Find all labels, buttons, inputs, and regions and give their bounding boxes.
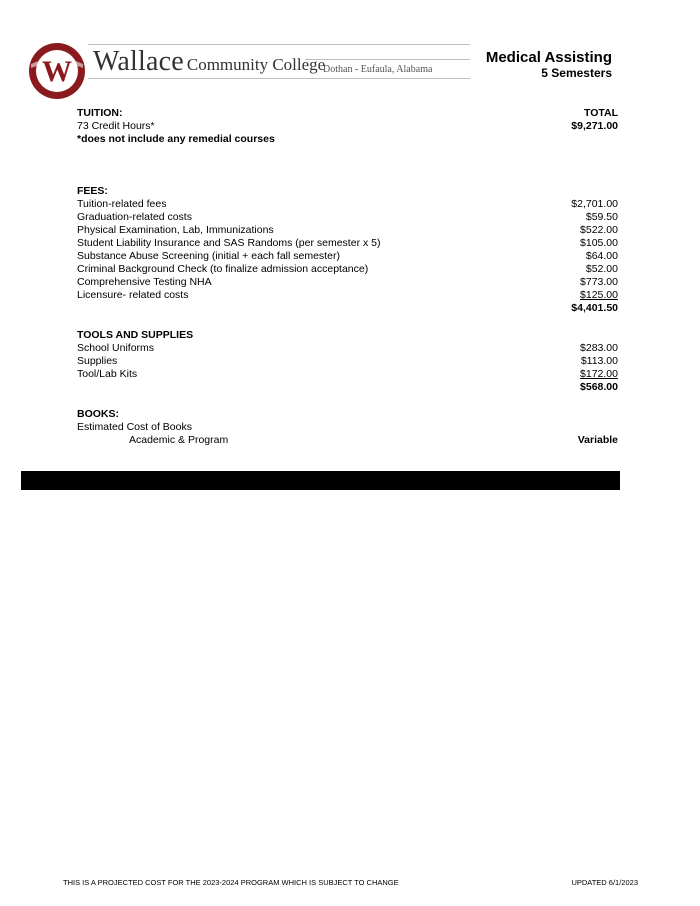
tuition-heading-row <box>77 107 618 120</box>
fee-amount: $52.00 <box>585 263 618 275</box>
books-heading: BOOKS: <box>77 408 119 420</box>
books-estimate-row <box>77 421 618 434</box>
program-title: Medical Assisting <box>485 49 612 66</box>
tools-subtotal-row <box>77 381 618 394</box>
tool-label: Tool/Lab Kits <box>77 368 138 380</box>
list-item <box>77 250 618 263</box>
fee-amount: $59.50 <box>585 211 618 223</box>
header-rule-middle <box>305 59 470 60</box>
tool-amount: $283.00 <box>580 342 618 354</box>
total-label: TOTAL <box>583 107 618 119</box>
list-item <box>77 289 618 302</box>
fees-heading-row <box>77 185 618 198</box>
footer-updated: UPDATED 6/1/2023 <box>571 878 638 887</box>
list-item <box>77 263 618 276</box>
tuition-note: *does not include any remedial courses <box>77 133 275 145</box>
page-header <box>0 0 700 105</box>
fees-subtotal: $4,401.50 <box>571 302 618 314</box>
tool-label: School Uniforms <box>77 342 155 354</box>
wordmark-main: Wallace <box>93 46 184 77</box>
fee-label: Graduation-related costs <box>77 211 192 223</box>
tuition-heading: TUITION: <box>77 107 123 119</box>
footer-disclaimer: THIS IS A PROJECTED COST FOR THE 2023-2024 PROGRAM WHICH IS SUBJECT TO CHANGE <box>63 878 399 887</box>
list-item <box>77 276 618 289</box>
credit-hours-amount: $9,271.00 <box>571 120 618 132</box>
tool-label: Supplies <box>77 355 118 367</box>
cost-breakdown <box>77 107 618 447</box>
fee-label: Criminal Background Check (to finalize admission acceptance) <box>77 263 369 275</box>
divider-bar <box>21 471 620 490</box>
fee-amount: $64.00 <box>585 250 618 262</box>
books-item-label: Academic & Program <box>129 434 229 446</box>
list-item <box>77 342 618 355</box>
fee-label: Comprehensive Testing NHA <box>77 276 212 288</box>
list-item <box>77 355 618 368</box>
college-wordmark <box>93 46 325 78</box>
fees-heading: FEES: <box>77 185 108 197</box>
list-item <box>77 211 618 224</box>
tool-amount: $172.00 <box>580 368 618 380</box>
fee-amount: $522.00 <box>580 224 618 236</box>
fee-label: Tuition-related fees <box>77 198 167 210</box>
books-item-row <box>77 434 618 447</box>
tools-subtotal: $568.00 <box>580 381 618 393</box>
fee-amount: $105.00 <box>580 237 618 249</box>
list-item <box>77 368 618 381</box>
tools-heading: TOOLS AND SUPPLIES <box>77 329 194 341</box>
tools-heading-row <box>77 329 618 342</box>
tool-amount: $113.00 <box>580 355 618 367</box>
fee-label: Substance Abuse Screening (initial + each fall semester) <box>77 250 340 262</box>
list-item <box>77 237 618 250</box>
credit-hours-row <box>77 120 618 133</box>
fee-amount: $2,701.00 <box>571 198 618 210</box>
college-location: Dothan - Eufaula, Alabama <box>323 64 433 75</box>
list-item <box>77 224 618 237</box>
fee-label: Student Liability Insurance and SAS Randoms (per semester x 5) <box>77 237 381 249</box>
fee-label: Physical Examination, Lab, Immunizations <box>77 224 274 236</box>
fee-label: Licensure- related costs <box>77 289 189 301</box>
program-subtitle: 5 Semesters <box>541 66 612 80</box>
credit-hours-label: 73 Credit Hours* <box>77 120 155 132</box>
wordmark-rest: Community College <box>186 55 326 74</box>
fees-subtotal-row <box>77 302 618 315</box>
books-estimate-label: Estimated Cost of Books <box>77 421 192 433</box>
books-heading-row <box>77 408 618 421</box>
fee-amount: $125.00 <box>580 289 618 301</box>
header-rule-bottom <box>88 78 470 79</box>
header-rule-top <box>88 44 470 45</box>
college-seal-logo <box>28 42 86 100</box>
fee-amount: $773.00 <box>580 276 618 288</box>
books-item-amount: Variable <box>577 434 618 446</box>
seal-letter: W <box>42 55 72 88</box>
list-item <box>77 198 618 211</box>
tuition-note-row <box>77 133 618 146</box>
